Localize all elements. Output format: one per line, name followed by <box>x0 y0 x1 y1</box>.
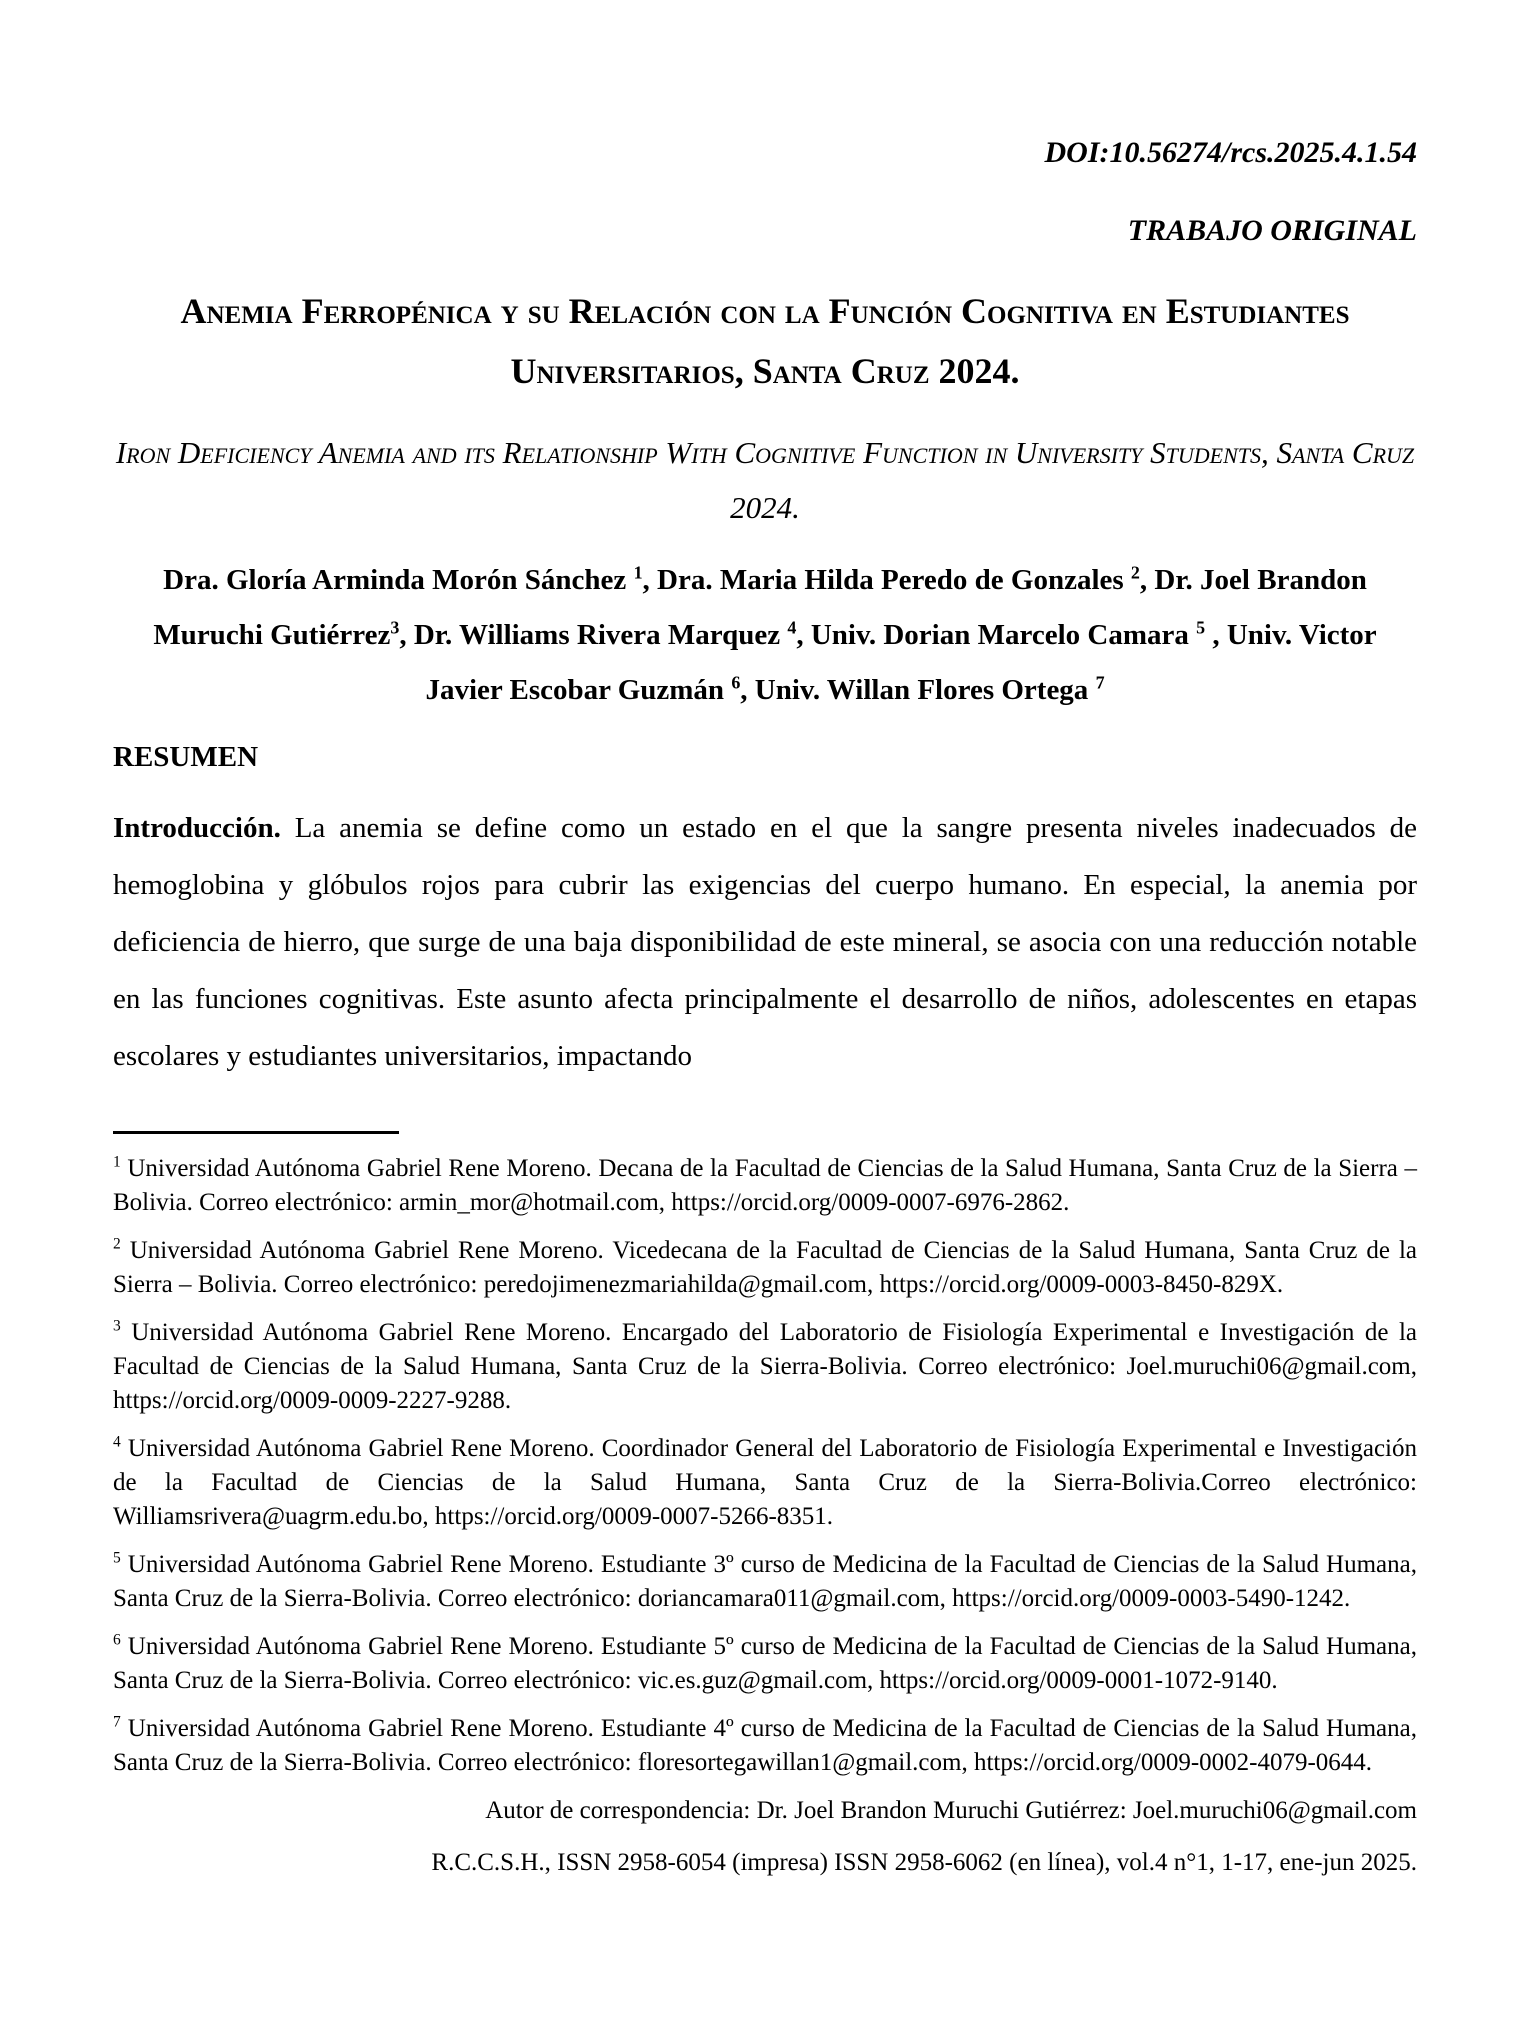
article-title-en: Iron Deficiency Anemia and its Relationship With Cognitive Function in University Students, Santa Cruz 2024. <box>115 435 1415 525</box>
journal-issn-line: R.C.C.S.H., ISSN 2958-6054 (impresa) ISSN 2958-6062 (en línea), vol.4 n°1, 1-17, ene-jun 2025. <box>431 1849 1417 1876</box>
abstract-paragraph: Introducción. La anemia se define como un estado en el que la sangre presenta niveles inadecuados de hemoglobina y glóbulos rojos para cubrir las exigencias del cuerpo humano. En especial, la anemia por deficiencia de hierro, que surge de una baja disponibilidad de este mineral, se asocia con una reducción notable en las funciones cognitivas. Este asunto afecta principalmente el desarrollo de niños, adolescentes en etapas escolares y estudiantes universitarios, impactando <box>113 812 1417 1072</box>
footnote-separator-rule <box>113 1131 399 1134</box>
footnotes-section <box>113 1152 1417 1780</box>
footnote: $^3$ Universidad Autónoma Gabriel Rene Moreno. Encargado del Laboratorio de Fisiología Experimental e Investigación de la Facultad de Ciencias de la Salud Humana, Santa Cruz de la Sierra-Bolivia. Correo electrónico: Joel.muruchi06@gmail.com, https://orcid.org/0009-0009-2227-9288. <box>113 1317 1417 1414</box>
footnote: $^1$ Universidad Autónoma Gabriel Rene Moreno. Decana de la Facultad de Ciencias de la Salud Humana, Santa Cruz de la Sierra – Bolivia. Correo electrónico: armin_mor@hotmail.com, https://orcid.org/0009-0007-6976-2862. <box>113 1153 1417 1216</box>
footnote: $^5$ Universidad Autónoma Gabriel Rene Moreno. Estudiante 3º curso de Medicina de la Facultad de Ciencias de la Salud Humana, Santa Cruz de la Sierra-Bolivia. Correo electrónico: doriancamara011@gmail.com, https://orcid.org/0009-0003-5490-1242. <box>113 1549 1417 1612</box>
footnote: $^4$ Universidad Autónoma Gabriel Rene Moreno. Coordinador General del Laboratorio de Fisiología Experimental e Investigación de la Facultad de Ciencias de la Salud Humana, Santa Cruz de la Sierra-Bolivia.Correo electrónico: Williamsrivera@uagrm.edu.bo, https://orcid.org/0009-0007-5266-8351. <box>113 1433 1417 1530</box>
correspondence-line: Autor de correspondencia: Dr. Joel Brandon Muruchi Gutiérrez: Joel.muruchi06@gmail.com <box>485 1797 1417 1824</box>
article-type-label: TRABAJO ORIGINAL <box>1127 214 1417 247</box>
footnote: $^7$ Universidad Autónoma Gabriel Rene Moreno. Estudiante 4º curso de Medicina de la Facultad de Ciencias de la Salud Humana, Santa Cruz de la Sierra-Bolivia. Correo electrónico: floresortegawillan1@gmail.com, https://orcid.org/0009-0002-4079-0644. <box>113 1713 1417 1776</box>
article-title-es: Anemia Ferropénica y su Relación con la Función Cognitiva en Estudiantes Universitarios, Santa Cruz 2024. <box>180 291 1350 391</box>
footnote: $^2$ Universidad Autónoma Gabriel Rene Moreno. Vicedecana de la Facultad de Ciencias de la Salud Humana, Santa Cruz de la Sierra – Bolivia. Correo electrónico: peredojimenezmariahilda@gmail.com, https://orcid.org/0009-0003-8450-829X. <box>113 1235 1417 1298</box>
footnote: $^6$ Universidad Autónoma Gabriel Rene Moreno. Estudiante 5º curso de Medicina de la Facultad de Ciencias de la Salud Humana, Santa Cruz de la Sierra-Bolivia. Correo electrónico: vic.es.guz@gmail.com, https://orcid.org/0009-0001-1072-9140. <box>113 1631 1417 1694</box>
doi-line: DOI:10.56274/rcs.2025.4.1.54 <box>1044 136 1417 169</box>
abstract-heading: RESUMEN <box>113 741 259 773</box>
authors-line: Dra. Gloría Arminda Morón Sánchez $^1$, Dra. Maria Hilda Peredo de Gonzales $^2$, Dr. Joel Brandon Muruchi Gutiérrez$^3$, Dr. Williams Rivera Marquez $^4$, Univ. Dorian Marcelo Camara $^5$ , Univ. Victor Javier Escobar Guzmán $^6$, Univ. Willan Flores Ortega $^7$ <box>153 562 1377 706</box>
